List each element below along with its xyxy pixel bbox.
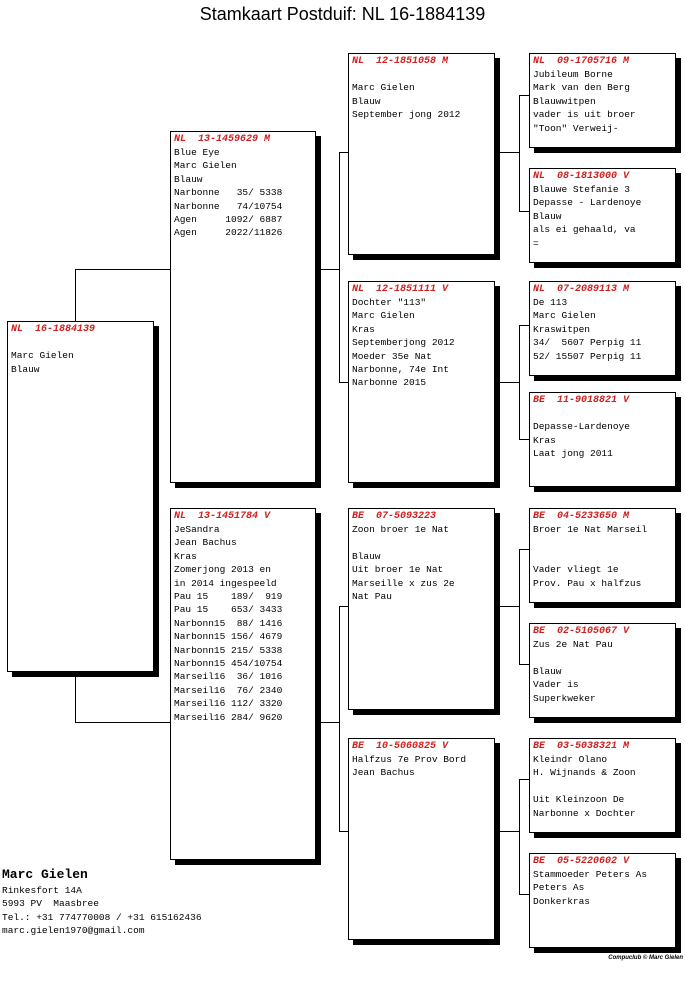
card-line: Narbonne x Dochter [533, 807, 636, 819]
connector [519, 439, 529, 440]
connector [519, 549, 529, 550]
connector [500, 831, 519, 832]
card-line: Marseil16 112/ 3320 [174, 698, 283, 710]
pigeon-card-main [7, 321, 154, 672]
card-line: Kraswitpen [533, 323, 591, 335]
card-line: Septemberjong 2012 [352, 337, 455, 349]
card-line: September jong 2012 [352, 109, 461, 121]
pigeon-card-fmf [529, 281, 676, 376]
card-line: Marseille x zus 2e [352, 577, 455, 589]
connector [519, 549, 520, 664]
card-line [533, 407, 672, 420]
card-line: Marc Gielen [11, 350, 74, 362]
page-title: Stamkaart Postduif: NL 16-1884139 [199, 4, 486, 24]
card-line: Blauw [533, 665, 562, 677]
card-line: Agen 1092/ 6887 [174, 214, 283, 226]
card-line: 52/ 15507 Perpig 11 [533, 350, 642, 362]
connector [316, 722, 339, 723]
card-line: Dochter "113" [352, 297, 427, 308]
card-line: Pau 15 653/ 3433 [174, 604, 283, 616]
card-line: als ei gehaald, va [533, 224, 636, 236]
card-line: Depasse-Lardenoye [533, 421, 630, 433]
connector [519, 779, 529, 780]
footer-credit: Compuclub © Marc Gielen [608, 955, 683, 961]
pigeon-card-mmm [529, 853, 676, 948]
ring-number: BE 11-9018821 V [533, 395, 630, 406]
connector [339, 831, 348, 832]
connector [519, 95, 529, 96]
connector [316, 269, 339, 270]
card-line: Marseil16 36/ 1016 [174, 671, 283, 683]
connector [519, 779, 520, 894]
pigeon-card-fm [348, 281, 495, 483]
pigeon-card-fmm [529, 392, 676, 487]
card-line: Kras [174, 550, 197, 562]
card-line: Blauw [174, 173, 203, 185]
card-line: Zoon broer 1e Nat [352, 524, 449, 535]
connector [500, 382, 519, 383]
ring-number: BE 02-5105067 V [533, 626, 630, 637]
pigeon-card-ffm [529, 168, 676, 263]
ring-number: NL 08-1813000 V [533, 171, 630, 182]
card-line: Moeder 35e Nat [352, 350, 432, 362]
connector [500, 152, 519, 153]
card-line: Uit broer 1e Nat [352, 564, 444, 576]
card-line: Kleindr Olano [533, 754, 608, 765]
card-line: Nat Pau [352, 591, 392, 603]
card-line: Blue Eye [174, 147, 220, 158]
card-line: Uit Kleinzoon De [533, 794, 625, 806]
card-line: H. Wijnands & Zoon [533, 767, 636, 779]
ring-number: NL 07-2089113 M [533, 284, 630, 295]
card-line: Blauw [11, 363, 40, 375]
card-line: Jean Bachus [174, 537, 237, 549]
card-line: Blauwwitpen [533, 95, 596, 107]
pigeon-card-father [170, 131, 316, 483]
connector [339, 152, 340, 269]
card-line: Agen 2022/11826 [174, 227, 283, 239]
card-line [11, 336, 150, 349]
card-line: Blauw [352, 95, 381, 107]
card-line [533, 780, 672, 793]
connector [339, 382, 348, 383]
owner-city: 5993 PV Maasbree [2, 898, 99, 910]
card-line [533, 550, 672, 563]
card-line [352, 536, 491, 549]
card-line: De 113 [533, 297, 568, 308]
card-line [533, 651, 672, 664]
card-line: Narbonne 2015 [352, 377, 427, 389]
connector [75, 269, 76, 321]
card-line: Narbonn15 215/ 5338 [174, 644, 283, 656]
card-line: Stammoeder Peters As [533, 869, 648, 880]
ring-number: BE 05-5220602 V [533, 856, 630, 867]
card-line: Marc Gielen [352, 82, 415, 94]
owner-address: Rinkesfort 14A [2, 885, 82, 896]
card-line: Narbonne, 74e Int [352, 364, 449, 376]
card-line: Prov. Pau x halfzus [533, 577, 642, 589]
ring-number: NL 13-1459629 M [174, 134, 271, 145]
card-line: = [533, 237, 539, 249]
card-line: Vader is [533, 679, 579, 691]
connector [519, 211, 529, 212]
ring-number: BE 07-5093223 [352, 511, 437, 522]
card-line: Kras [533, 434, 556, 446]
card-line: Broer 1e Nat Marseil [533, 524, 648, 535]
connector [519, 325, 520, 439]
owner-phone: Tel.: +31 774770008 / +31 615162436 [2, 911, 202, 923]
ring-number: NL 16-1884139 [11, 324, 96, 335]
pigeon-card-ff [348, 53, 495, 255]
card-line: vader is uit broer [533, 109, 636, 121]
card-line: Narbonn15 454/10754 [174, 658, 283, 670]
ring-number: BE 10-5060825 V [352, 741, 449, 752]
connector [519, 325, 529, 326]
card-line: Narbonn15 88/ 1416 [174, 617, 283, 629]
card-line: Narbonn15 156/ 4679 [174, 631, 283, 643]
card-line: Narbonne 74/10754 [174, 200, 283, 212]
card-line: Donkerkras [533, 895, 591, 907]
card-line: Vader vliegt 1e [533, 564, 619, 576]
pigeon-card-mother [170, 508, 316, 860]
card-line: Superkweker [533, 692, 596, 704]
connector [339, 606, 340, 831]
pigeon-card-fff [529, 53, 676, 148]
card-line [533, 536, 672, 549]
connector [75, 722, 171, 723]
pigeon-card-mfm [529, 623, 676, 718]
card-line: in 2014 ingespeeld [174, 577, 277, 589]
ring-number: BE 03-5038321 M [533, 741, 630, 752]
card-line: Narbonne 35/ 5338 [174, 187, 283, 199]
card-line: Pau 15 189/ 919 [174, 591, 283, 603]
card-line: 34/ 5607 Perpig 11 [533, 337, 642, 349]
connector [75, 672, 76, 722]
card-line: Marc Gielen [352, 310, 415, 322]
card-line: Blauw [352, 550, 381, 562]
card-line: Laat jong 2011 [533, 448, 613, 460]
pigeon-card-mff [529, 508, 676, 603]
card-line: Marc Gielen [174, 160, 237, 172]
owner-email: marc.gielen1970@gmail.com [2, 925, 145, 937]
pigeon-card-mm [348, 738, 495, 940]
card-line: Kras [352, 323, 375, 335]
card-line: Marseil16 76/ 2340 [174, 684, 283, 696]
card-line: Blauwe Stefanie 3 [533, 184, 630, 195]
connector [339, 152, 348, 153]
card-line: Jean Bachus [352, 767, 415, 779]
connector [339, 269, 340, 382]
card-line [352, 68, 491, 81]
card-line: "Toon" Verweij- [533, 122, 619, 134]
owner-name: Marc Gielen [2, 867, 88, 882]
ring-number: NL 12-1851058 M [352, 56, 449, 67]
connector [519, 894, 529, 895]
card-line: JeSandra [174, 524, 220, 535]
owner-block [2, 866, 202, 938]
ring-number: NL 12-1851111 V [352, 284, 449, 295]
card-line: Blauw [533, 210, 562, 222]
ring-number: NL 13-1451784 V [174, 511, 271, 522]
card-line: Zomerjong 2013 en [174, 564, 271, 576]
card-line: Depasse - Lardenoye [533, 197, 642, 209]
card-line: Mark van den Berg [533, 82, 630, 94]
pigeon-card-mf [348, 508, 495, 710]
card-line: Marseil16 284/ 9620 [174, 711, 283, 723]
card-line: Zus 2e Nat Pau [533, 639, 613, 650]
card-line: Marc Gielen [533, 310, 596, 322]
card-line: Jubileum Borne [533, 69, 613, 80]
card-line: Peters As [533, 882, 585, 894]
connector [339, 606, 348, 607]
pigeon-card-mmf [529, 738, 676, 833]
connector [500, 606, 519, 607]
connector [75, 269, 171, 270]
ring-number: NL 09-1705716 M [533, 56, 630, 67]
connector [519, 664, 529, 665]
card-line: Halfzus 7e Prov Bord [352, 754, 467, 765]
ring-number: BE 04-5233650 M [533, 511, 630, 522]
connector [519, 95, 520, 211]
